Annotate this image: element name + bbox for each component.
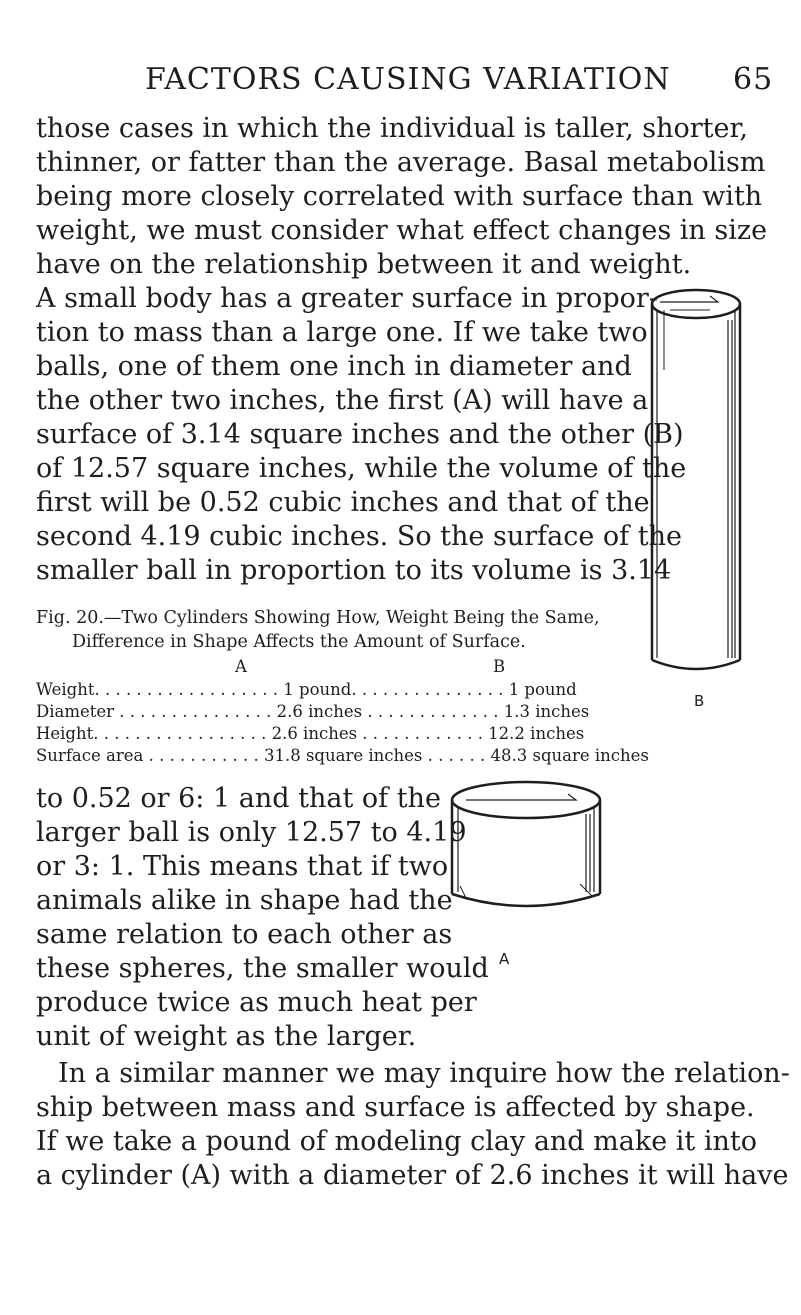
table-row: Height. . . . . . . . . . . . . . . . . 2.6 inches . . . . . . . . . . . . 12.2 inches [36, 724, 585, 743]
text-line: these spheres, the smaller would [36, 953, 489, 984]
cylinder-b-illustration [640, 280, 760, 700]
page-number: 65 [733, 62, 774, 97]
text-line: unit of weight as the larger. [36, 1021, 417, 1052]
text-line: ship between mass and surface is affected by shape. [36, 1092, 755, 1123]
text-line: same relation to each other as [36, 919, 453, 950]
text-line: have on the relationship between it and weight. [36, 249, 692, 280]
text-line: animals alike in shape had the [36, 885, 453, 916]
table-row: Diameter . . . . . . . . . . . . . . . 2.6 inches . . . . . . . . . . . . . 1.3 inches [36, 702, 590, 721]
column-header-a: A [235, 657, 247, 676]
table-row: Surface area . . . . . . . . . . . 31.8 square inches . . . . . . 48.3 square inches [36, 746, 649, 765]
column-header-b: B [493, 657, 506, 676]
text-line: larger ball is only 12.57 to 4.19 [36, 817, 467, 848]
text-line: of 12.57 square inches, while the volume of the [36, 453, 687, 484]
text-line: being more closely correlated with surface than with [36, 181, 763, 212]
text-line: first will be 0.52 cubic inches and that of the [36, 487, 650, 518]
table-row: Weight. . . . . . . . . . . . . . . . . . 1 pound. . . . . . . . . . . . . . . 1 pound [36, 680, 577, 699]
cylinder-a-label: A [499, 950, 510, 968]
text-line: to 0.52 or 6: 1 and that of the [36, 783, 441, 814]
text-line: In a similar manner we may inquire how the relation- [58, 1058, 790, 1089]
text-line: the other two inches, the first (A) will have a [36, 385, 649, 416]
running-header-title: FACTORS CAUSING VARIATION [145, 62, 671, 97]
text-line: balls, one of them one inch in diameter and [36, 351, 632, 382]
text-line: a cylinder (A) with a diameter of 2.6 inches it will have [36, 1160, 789, 1191]
cylinder-b-label: B [694, 692, 705, 710]
figure-caption-line-1: Fig. 20.—Two Cylinders Showing How, Weight Being the Same, [36, 608, 600, 628]
text-line: surface of 3.14 square inches and the other (B) [36, 419, 684, 450]
text-line: weight, we must consider what effect changes in size [36, 215, 768, 246]
cylinder-a-illustration [440, 770, 610, 930]
text-line: or 3: 1. This means that if two [36, 851, 449, 882]
text-line: A small body has a greater surface in propor- [36, 283, 658, 314]
text-line: If we take a pound of modeling clay and make it into [36, 1126, 757, 1157]
text-line: those cases in which the individual is taller, shorter, [36, 113, 748, 144]
figure-caption-line-2: Difference in Shape Affects the Amount of Surface. [72, 632, 526, 652]
text-line: second 4.19 cubic inches. So the surface of the [36, 521, 682, 552]
text-line: smaller ball in proportion to its volume is 3.14 [36, 555, 672, 586]
text-line: produce twice as much heat per [36, 987, 477, 1018]
text-line: tion to mass than a large one. If we take two [36, 317, 648, 348]
text-line: thinner, or fatter than the average. Basal metabolism [36, 147, 766, 178]
